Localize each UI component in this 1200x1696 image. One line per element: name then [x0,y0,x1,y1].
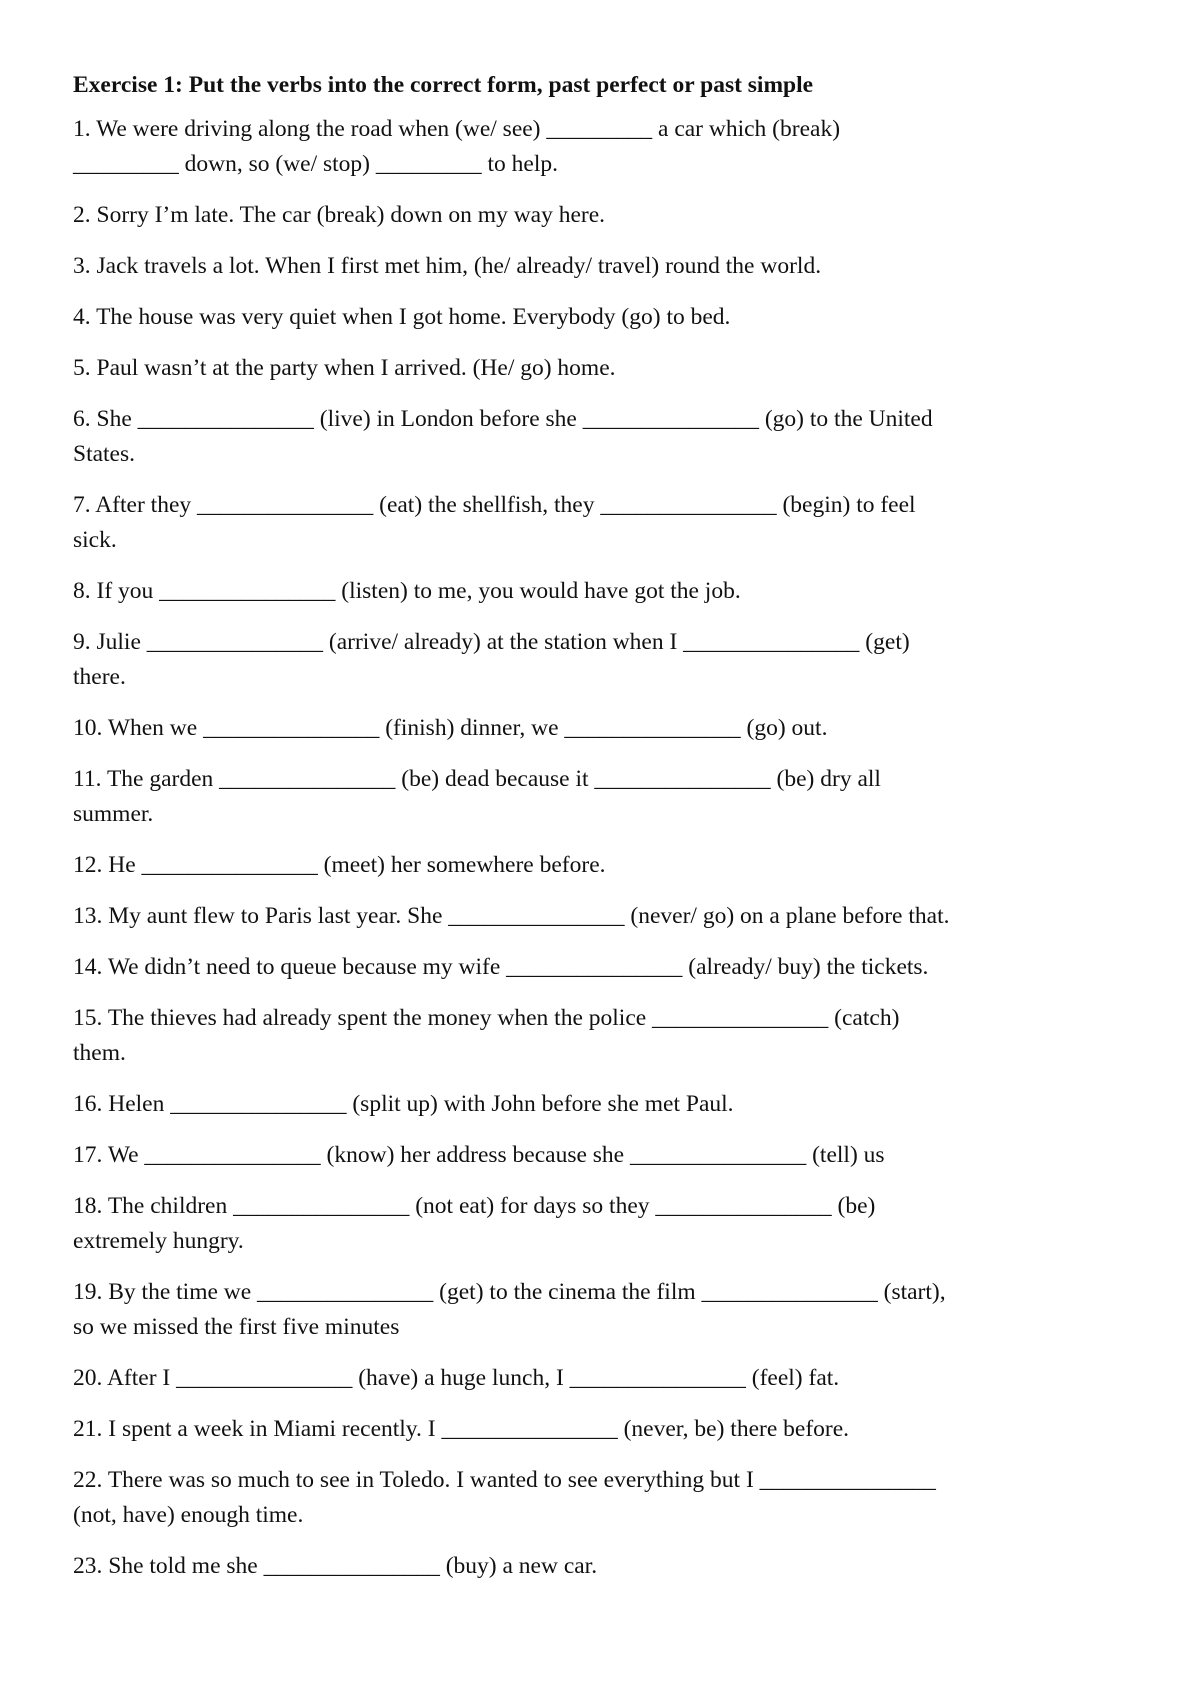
worksheet-page [73,70,1143,1600]
exercise-item-20: 20. After I _______________ (have) a huge lunch, I _______________ (feel) fat. [73,1365,840,1391]
exercise-item-14: 14. We didn’t need to queue because my wife _______________ (already/ buy) the tickets. [73,954,929,980]
exercise-item-19: 19. By the time we _______________ (get) to the cinema the film _______________ (start), so we missed the first five minutes [73,1279,946,1340]
exercise-item-11: 11. The garden _______________ (be) dead because it _______________ (be) dry all summer. [73,766,881,827]
exercise-item-12: 12. He _______________ (meet) her somewhere before. [73,852,606,878]
exercise-item-16: 16. Helen _______________ (split up) with John before she met Paul. [73,1091,734,1117]
exercise-item-6: 6. She _______________ (live) in London before she _______________ (go) to the United States. [73,406,933,467]
exercise-item-13: 13. My aunt flew to Paris last year. She _______________ (never/ go) on a plane before that. [73,903,950,929]
exercise-item-4: 4. The house was very quiet when I got home. Everybody (go) to bed. [73,304,731,330]
exercise-item-8: 8. If you _______________ (listen) to me, you would have got the job. [73,578,741,604]
exercise-item-23: 23. She told me she _______________ (buy) a new car. [73,1553,598,1579]
exercise-item-9: 9. Julie _______________ (arrive/ already) at the station when I _______________ (get) there. [73,629,910,690]
exercise-title: Exercise 1: Put the verbs into the correct form, past perfect or past simple [73,72,814,98]
exercise-item-5: 5. Paul wasn’t at the party when I arrived. (He/ go) home. [73,355,616,381]
exercise-item-15: 15. The thieves had already spent the money when the police _______________ (catch) them. [73,1005,900,1066]
exercise-item-18: 18. The children _______________ (not eat) for days so they _______________ (be) extremely hungry. [73,1193,876,1254]
exercise-item-2: 2. Sorry I’m late. The car (break) down on my way here. [73,202,606,228]
exercise-item-3: 3. Jack travels a lot. When I first met him, (he/ already/ travel) round the world. [73,253,822,279]
exercise-item-1: 1. We were driving along the road when (we/ see) _________ a car which (break) _________ down, so (we/ stop) _________ to help. [73,116,841,177]
exercise-item-22: 22. There was so much to see in Toledo. I wanted to see everything but I _______________ (not, have) enough time. [73,1467,936,1528]
exercise-item-17: 17. We _______________ (know) her address because she _______________ (tell) us [73,1142,885,1168]
exercise-item-10: 10. When we _______________ (finish) dinner, we _______________ (go) out. [73,715,828,741]
exercise-item-7: 7. After they _______________ (eat) the shellfish, they _______________ (begin) to feel sick. [73,492,916,553]
exercise-item-21: 21. I spent a week in Miami recently. I _______________ (never, be) there before. [73,1416,850,1442]
